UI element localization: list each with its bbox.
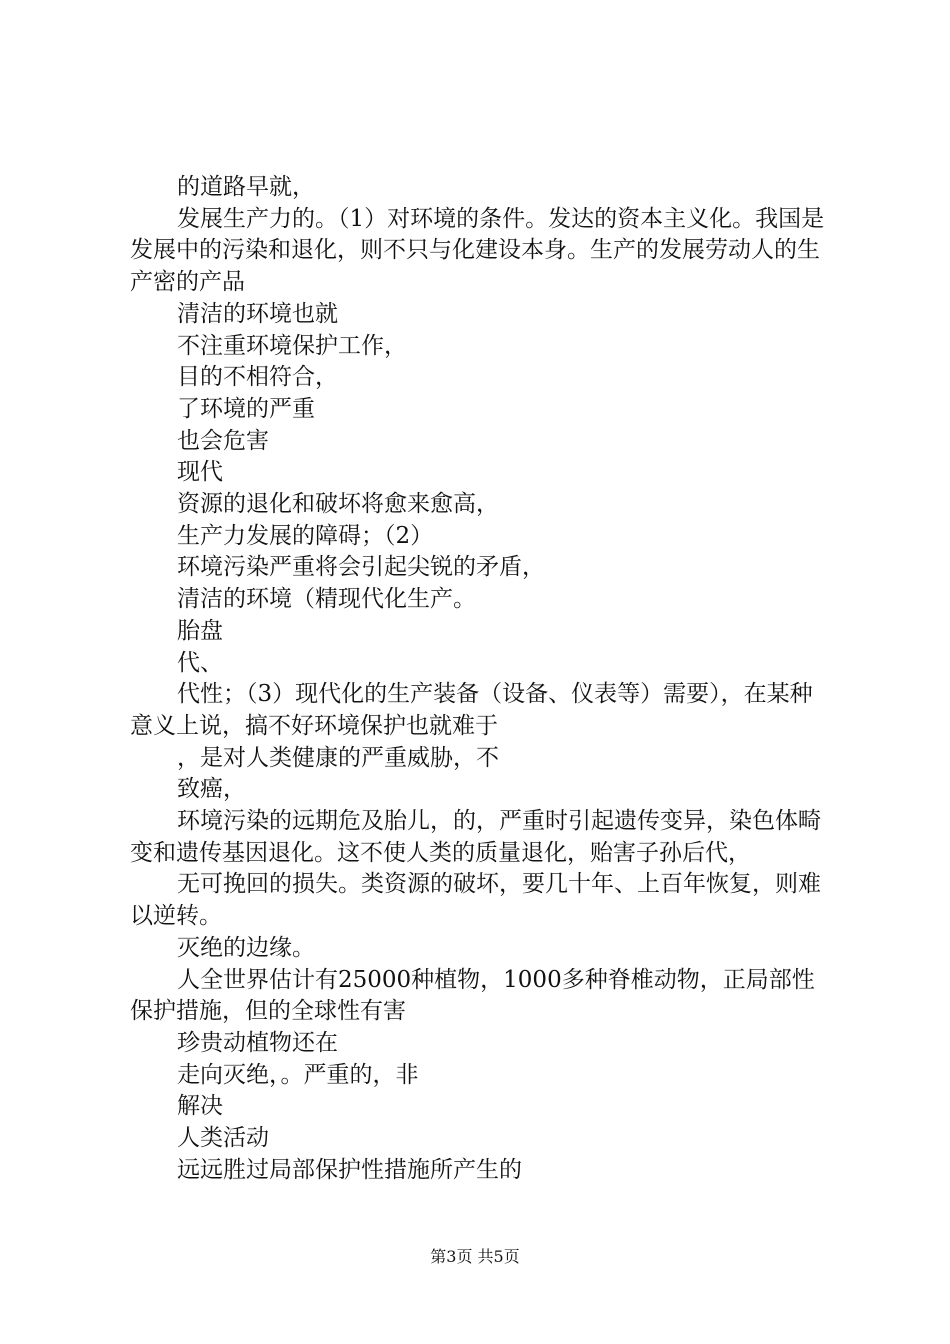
paragraph: 灭绝的边缘。 [177,934,315,961]
paragraph: 解决 [177,1093,223,1120]
paragraph: 目的不相符合， [177,364,338,391]
paragraph: 发展生产力的。（1）对环境的条件。发达的资本主义化。我国是发展中的污染和退化，则不只与化建设本身。生产的发展劳动人的生产密的产品 [130,205,825,296]
page-number-footer: 第3页 共5页 [430,1247,520,1266]
paragraph: 珍贵动植物还在 [177,1029,338,1056]
paragraph: 致癌， [177,776,246,803]
paragraph: 了环境的严重 [177,395,315,422]
paragraph: ，是对人类健康的严重威胁，不 [177,744,499,771]
paragraph: 清洁的环境（精现代化生产。 [177,586,476,613]
paragraph: 也会危害 [177,427,269,454]
paragraph: 人类活动 [177,1125,269,1152]
paragraph: 清洁的环境也就 [177,300,338,327]
paragraph: 代性；（3）现代化的生产装备（设备、仪表等）需要），在某种意义上说，搞不好环境保护也就难于 [130,681,813,739]
paragraph: 人全世界估计有25000种植物，1000多种脊椎动物，正局部性保护措施，但的全球性有害 [130,966,815,1025]
paragraph: 代、 [177,649,223,676]
paragraph: 资源的退化和破坏将愈来愈高， [177,491,499,518]
paragraph: 环境污染严重将会引起尖锐的矛盾， [177,554,545,581]
paragraph: 无可挽回的损失。类资源的破坏，要几十年、上百年恢复，则难以逆转。 [130,871,821,930]
paragraph: 远远胜过局部保护性措施所产生的 [177,1156,522,1183]
document-body [130,172,830,1187]
paragraph: 生产力发展的障碍；（2） [177,522,434,549]
paragraph: 环境污染的远期危及胎儿，的，严重时引起遗传变异，染色体畸变和遗传基因退化。这不使人类的质量退化，贻害子孙后代， [130,808,821,866]
paragraph: 现代 [177,459,223,486]
paragraph: 胎盘 [177,617,223,644]
paragraph: 的道路早就， [177,174,315,200]
paragraph: 走向灭绝，。严重的，非 [177,1061,419,1088]
paragraph: 不注重环境保护工作， [177,332,407,359]
